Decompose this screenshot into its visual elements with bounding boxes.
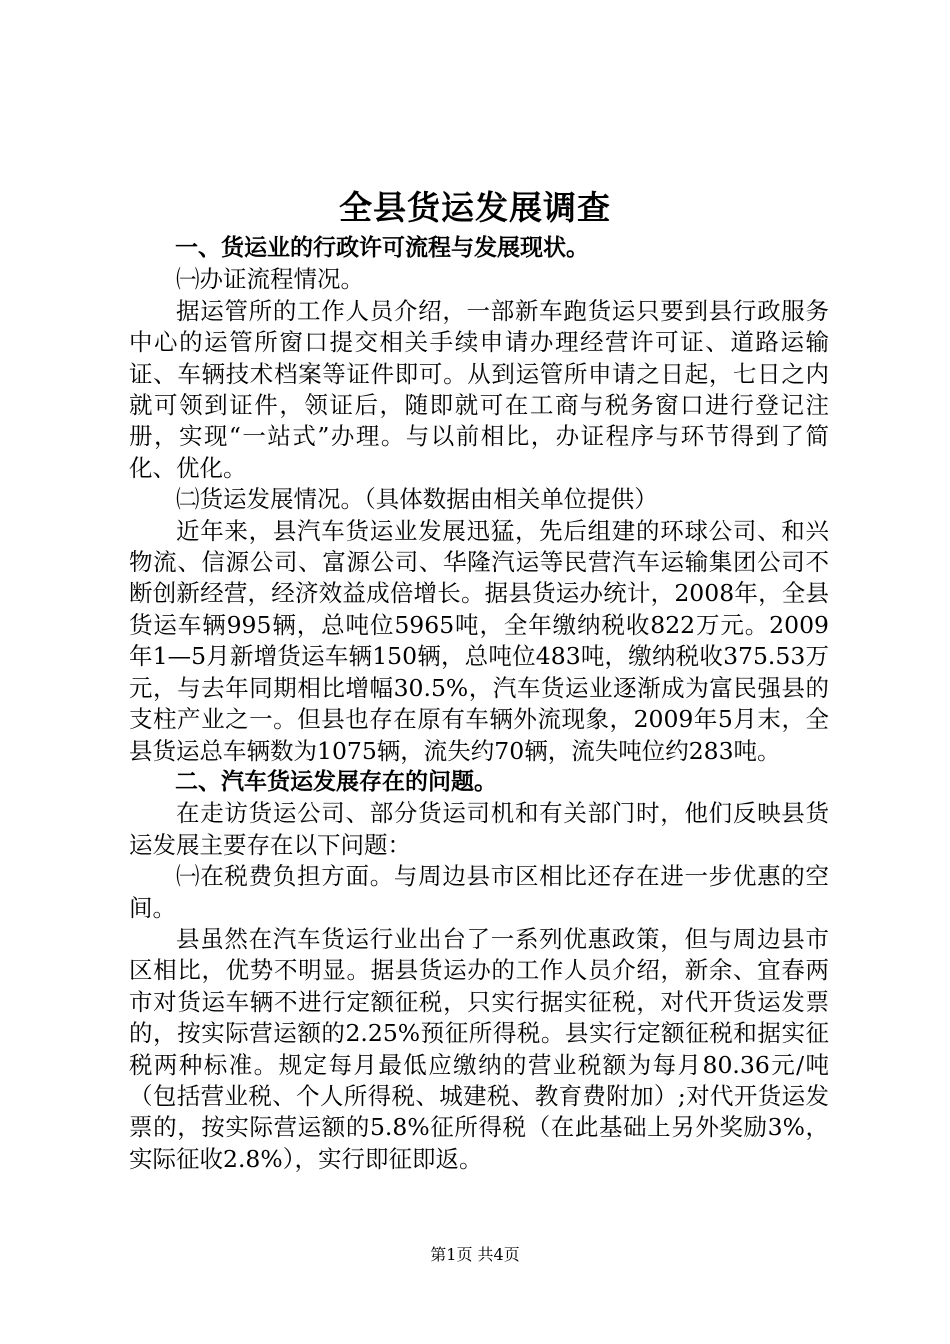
page-footer: 第1页 共4页 <box>430 1245 520 1264</box>
paragraph: ㈠在税费负担方面。与周边县市区相比还存在进一步优惠的空间。 <box>129 862 829 922</box>
page-title: 全县货运发展调查 <box>339 188 611 227</box>
paragraph: ㈠办证流程情况。 <box>176 265 364 294</box>
paragraph: 县虽然在汽车货运行业出台了一系列优惠政策，但与周边县市区相比，优势不明显。据县货运办的工作人员介绍，新余、宜春两市对货运车辆不进行定额征税，只实行据实征税，对代开货运发票的，按实际营运额的2.25%预征所得税。县实行定额征税和据实征税两种标准。规定每月最低应缴纳的营业税额为每月80.36元/吨（包括营业税、个人所得税、城建税、教育费附加）;对代开货运发票的，按实际营运额的5.8%征所得税（在此基础上另外奖励3%，实际征收2.8%），实行即征即返。 <box>129 924 829 1173</box>
paragraph: 近年来，县汽车货运业发展迅猛，先后组建的环球公司、和兴物流、信源公司、富源公司、华隆汽运等民营汽车运输集团公司不断创新经营，经济效益成倍增长。据县货运办统计，2008年，全县货运车辆995辆，总吨位5965吨，全年缴纳税收822万元。2009年1—5月新增货运车辆150辆，总吨位483吨，缴纳税收375.53万元，与去年同期相比增幅30.5%，汽车货运业逐渐成为富民强县的支柱产业之一。但县也存在原有车辆外流现象，2009年5月末，全县货运总车辆数为1075辆，流失约70辆，流失吨位约283吨。 <box>129 516 829 765</box>
paragraph: 据运管所的工作人员介绍，一部新车跑货运只要到县行政服务中心的运管所窗口提交相关手续申请办理经营许可证、道路运输证、车辆技术档案等证件即可。从到运管所申请之日起，七日之内就可领到证件，领证后，随即就可在工商与税务窗口进行登记注册，实现“一站式”办理。与以前相比，办证程序与环节得到了简化、优化。 <box>129 296 829 482</box>
document-body <box>129 233 829 1175</box>
paragraph: ㈡货运发展情况。（具体数据由相关单位提供） <box>176 485 658 514</box>
paragraph: 在走访货运公司、部分货运司机和有关部门时，他们反映县货运发展主要存在以下问题： <box>129 799 829 859</box>
section-heading: 一、货运业的行政许可流程与发展现状。 <box>175 235 589 261</box>
section-heading: 二、汽车货运发展存在的问题。 <box>175 768 497 795</box>
